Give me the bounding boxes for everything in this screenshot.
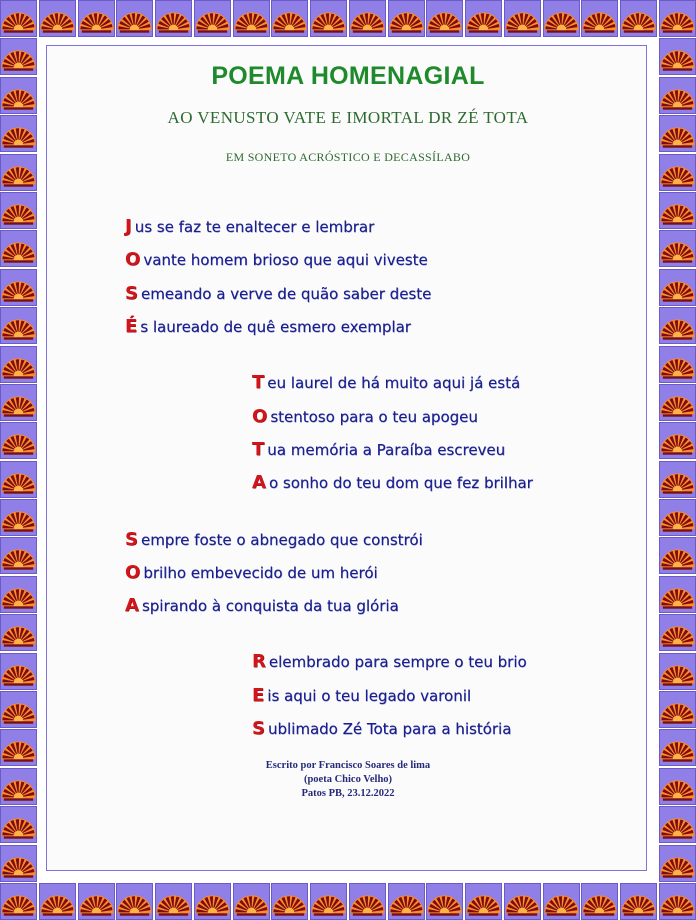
author-credit: Escrito por Francisco Soares de lima: [265, 760, 431, 771]
verse-line: [252, 651, 527, 672]
border-tile-icon: [0, 384, 37, 421]
verse-text: is aqui o teu legado varonil: [267, 687, 472, 705]
verse-text: ua memória a Paraíba escreveu: [267, 441, 506, 459]
border-tile-icon: [194, 0, 231, 37]
verse-line: [125, 283, 431, 304]
border-tile-icon: [78, 0, 115, 37]
border-tile-icon: [349, 0, 386, 37]
border-tile-icon: [659, 653, 696, 690]
border-tile-icon: [659, 307, 696, 344]
acrostic-initial: E: [252, 685, 265, 706]
border-tile-icon: [0, 307, 37, 344]
verse-text: s laureado de quê esmero exemplar: [140, 318, 411, 336]
border-tile-icon: [194, 883, 231, 920]
verse-line: [125, 529, 423, 550]
verse-text: o sonho do teu dom que fez brilhar: [268, 474, 533, 492]
border-tile-icon: [659, 461, 696, 498]
border-tile-icon: [659, 346, 696, 383]
border-tile-icon: [0, 192, 37, 229]
verse-line: [252, 406, 478, 427]
verse-line: [125, 216, 374, 237]
border-tile-icon: [0, 537, 37, 574]
acrostic-initial: T: [252, 372, 265, 393]
border-tile-icon: [155, 0, 192, 37]
border-tile-icon: [659, 269, 696, 306]
acrostic-initial: O: [252, 406, 268, 427]
verse-line: [125, 595, 399, 616]
verse-line: [125, 249, 428, 270]
acrostic-initial: J: [125, 216, 132, 237]
border-tile-icon: [78, 883, 115, 920]
acrostic-initial: O: [125, 562, 141, 583]
verse-text: brilho embevecido de um herói: [143, 564, 378, 582]
border-tile-icon: [0, 499, 37, 536]
border-tile-icon: [659, 806, 696, 843]
border-tile-icon: [39, 0, 76, 37]
verse-text: elembrado para sempre o teu brio: [268, 653, 527, 671]
border-tile-icon: [543, 883, 580, 920]
acrostic-initial: A: [252, 472, 266, 493]
verse-text: empre foste o abnegado que constrói: [140, 531, 423, 549]
border-tile-icon: [465, 0, 502, 37]
border-tile-icon: [310, 883, 347, 920]
border-tile-icon: [659, 499, 696, 536]
border-tile-icon: [659, 576, 696, 613]
verse-line: [252, 439, 505, 460]
border-tile-icon: [581, 0, 618, 37]
poem-title: POEMA HOMENAGIAL: [211, 62, 485, 90]
verse-line: [252, 372, 520, 393]
border-tile-icon: [504, 0, 541, 37]
verse-text: ublimado Zé Tota para a história: [267, 720, 512, 738]
border-tile-icon: [349, 883, 386, 920]
border-tile-icon: [271, 0, 308, 37]
border-tile-icon: [659, 422, 696, 459]
border-tile-icon: [271, 883, 308, 920]
verse-text: us se faz te enaltecer e lembrar: [134, 218, 375, 236]
border-tile-icon: [0, 883, 37, 920]
border-tile-icon: [116, 0, 153, 37]
verse-text: stentoso para o teu apogeu: [270, 408, 478, 426]
poem-form: EM SONETO ACRÓSTICO E DECASSÍLABO: [225, 150, 471, 164]
border-tile-icon: [310, 0, 347, 37]
place-date: Patos PB, 23.12.2022: [301, 788, 395, 799]
verse-line: [252, 472, 533, 493]
verse-line: [125, 316, 411, 337]
border-tile-icon: [233, 0, 270, 37]
border-tile-icon: [233, 883, 270, 920]
border-tile-icon: [659, 883, 696, 920]
border-tile-icon: [659, 384, 696, 421]
border-tile-icon: [388, 0, 425, 37]
acrostic-initial: O: [125, 249, 141, 270]
acrostic-initial: R: [252, 651, 266, 672]
border-tile-icon: [0, 576, 37, 613]
verse-text: eu laurel de há muito aqui já está: [267, 374, 521, 392]
border-tile-icon: [659, 230, 696, 267]
border-tile-icon: [581, 883, 618, 920]
border-tile-icon: [155, 883, 192, 920]
border-tile-icon: [620, 0, 657, 37]
acrostic-initial: É: [125, 316, 138, 337]
verse-text: emeando a verve de quão saber deste: [140, 285, 432, 303]
border-tile-icon: [0, 269, 37, 306]
border-tile-icon: [659, 0, 696, 37]
acrostic-initial: S: [252, 718, 265, 739]
border-tile-icon: [116, 883, 153, 920]
border-tile-icon: [39, 883, 76, 920]
border-tile-icon: [0, 422, 37, 459]
border-tile-icon: [0, 653, 37, 690]
border-tile-icon: [426, 0, 463, 37]
verse-line: [125, 562, 378, 583]
border-tile-icon: [504, 883, 541, 920]
acrostic-initial: S: [125, 283, 138, 304]
border-tile-icon: [659, 537, 696, 574]
border-tile-icon: [659, 845, 696, 882]
border-tile-icon: [0, 461, 37, 498]
border-tile-icon: [659, 192, 696, 229]
acrostic-initial: T: [252, 439, 265, 460]
border-tile-icon: [0, 845, 37, 882]
verse-text: spirando à conquista da tua glória: [141, 597, 399, 615]
border-tile-icon: [0, 346, 37, 383]
border-tile-icon: [0, 691, 37, 728]
poem-subtitle: AO VENUSTO VATE E IMORTAL DR ZÉ TOTA: [167, 108, 529, 127]
border-tile-icon: [0, 806, 37, 843]
verse-text: vante homem brioso que aqui viveste: [143, 251, 428, 269]
border-tile-icon: [0, 0, 37, 37]
border-tile-icon: [465, 883, 502, 920]
border-tile-icon: [388, 883, 425, 920]
border-tile-icon: [426, 883, 463, 920]
border-tile-icon: [620, 883, 657, 920]
border-tile-icon: [0, 614, 37, 651]
acrostic-initial: A: [125, 595, 139, 616]
pen-name: (poeta Chico Velho): [303, 774, 393, 785]
border-tile-icon: [659, 691, 696, 728]
border-tile-icon: [543, 0, 580, 37]
acrostic-initial: S: [125, 529, 138, 550]
border-tile-icon: [0, 230, 37, 267]
verse-line: [252, 685, 471, 706]
verse-line: [252, 718, 511, 739]
border-tile-icon: [659, 614, 696, 651]
